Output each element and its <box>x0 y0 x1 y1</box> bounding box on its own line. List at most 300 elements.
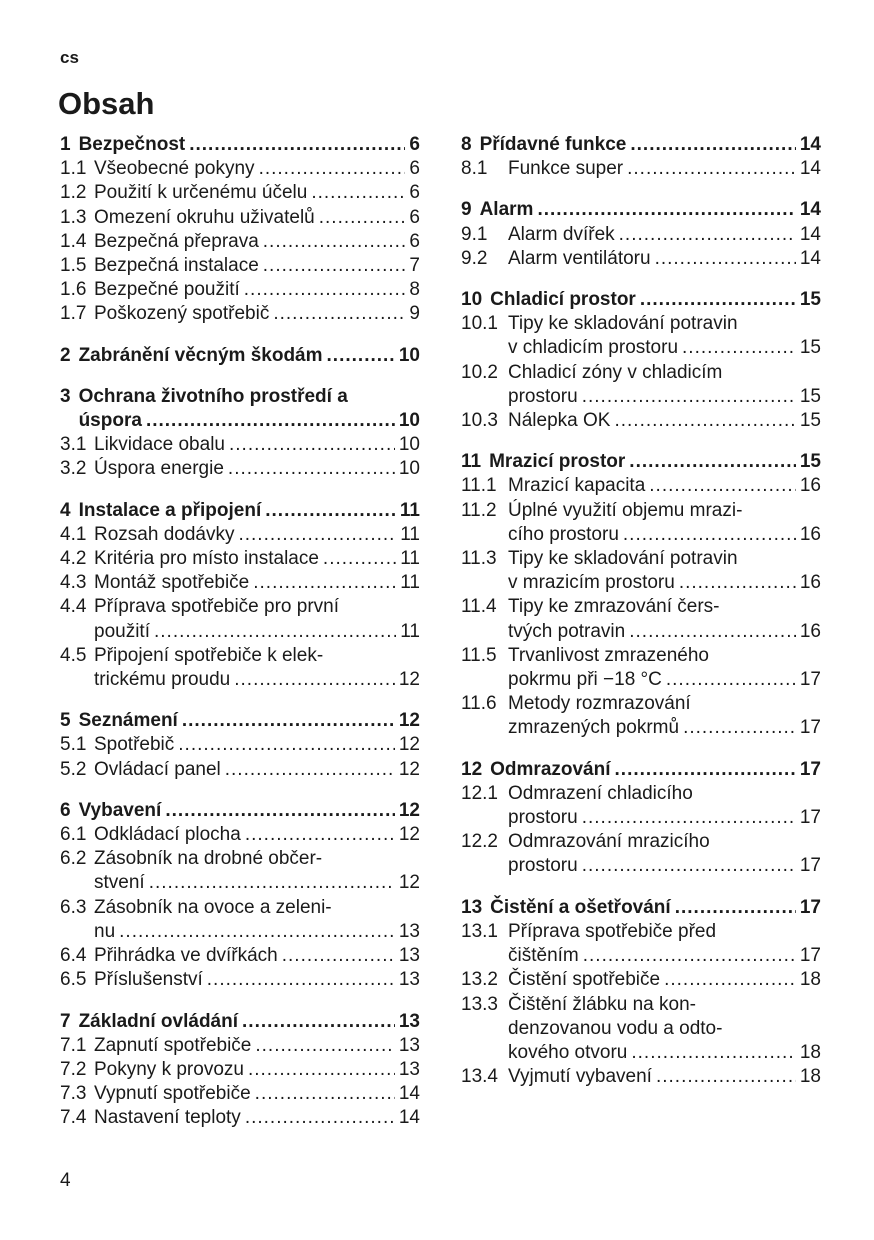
toc-title: Montáž spotřebiče <box>94 572 250 594</box>
toc-title: Odkládací plocha <box>94 824 241 846</box>
toc-title: kového otvoru <box>508 1041 628 1063</box>
toc-subentry[interactable] <box>60 302 420 326</box>
toc-page-number: 17 <box>799 945 821 967</box>
toc-page-number: 11 <box>400 572 420 594</box>
toc-page-number: 12 <box>398 669 420 691</box>
dot-leader <box>255 1082 395 1106</box>
dot-leader <box>629 620 796 644</box>
dot-leader <box>311 181 405 205</box>
toc-number: 1 <box>60 134 71 155</box>
toc-number: 7.4 <box>60 1107 87 1129</box>
toc-subentry[interactable] <box>461 474 821 498</box>
toc-number: 12 <box>461 758 483 780</box>
toc-chapter[interactable] <box>461 896 821 920</box>
toc-number: 11 <box>461 451 482 473</box>
toc-number: 12.2 <box>461 831 498 853</box>
toc-subentry[interactable] <box>461 968 821 992</box>
toc-page-number: 6 <box>409 230 420 252</box>
dot-leader <box>154 620 396 644</box>
toc-title: Instalace a připojení <box>78 499 262 521</box>
toc-number: 3.1 <box>60 434 87 456</box>
toc-subentry[interactable] <box>60 1082 420 1106</box>
toc-page-number: 17 <box>799 717 821 739</box>
toc-page-number: 14 <box>799 134 821 155</box>
toc-subentry[interactable] <box>60 1058 420 1082</box>
toc-title: Všeobecné pokyny <box>94 158 255 180</box>
toc-number: 3.2 <box>60 458 87 480</box>
toc-number: 7 <box>60 1010 71 1032</box>
toc-page-number: 14 <box>398 1083 420 1105</box>
toc-title: Nálepka OK <box>508 410 611 432</box>
dot-leader <box>189 133 405 157</box>
toc-section <box>60 385 420 482</box>
toc-number: 4.4 <box>60 596 87 618</box>
toc-number: 5.2 <box>60 758 87 780</box>
toc-subentry[interactable] <box>60 644 420 692</box>
toc-number: 11.5 <box>461 644 497 666</box>
dot-leader <box>149 871 395 895</box>
dot-leader <box>238 523 396 547</box>
toc-title: použití <box>94 620 150 642</box>
toc-title: Bezpečnost <box>78 134 186 155</box>
toc-number: 1.5 <box>60 255 87 277</box>
dot-leader <box>630 133 796 157</box>
toc-page-number: 16 <box>799 620 821 642</box>
toc-subentry[interactable] <box>461 499 821 547</box>
toc-number: 9.1 <box>461 223 488 245</box>
toc-number: 2 <box>60 344 71 366</box>
toc-section <box>461 288 821 433</box>
toc-page-number: 6 <box>409 182 420 204</box>
toc-page-number: 12 <box>398 758 420 780</box>
toc-page-number: 13 <box>398 1058 420 1080</box>
toc-number: 11.3 <box>461 548 497 570</box>
toc-section <box>461 198 821 271</box>
toc-subentry[interactable] <box>461 312 821 360</box>
toc-title: pokrmu při −18 °C <box>508 669 662 691</box>
toc-page-number: 8 <box>409 279 420 301</box>
toc-number: 4.5 <box>60 644 87 666</box>
toc-number: 13.2 <box>461 969 498 991</box>
toc-subentry[interactable] <box>461 1065 821 1089</box>
toc-number: 10.1 <box>461 313 498 335</box>
toc-number: 11.1 <box>461 475 497 497</box>
toc-title: Vypnutí spotřebiče <box>94 1083 251 1105</box>
dot-leader <box>656 1065 796 1089</box>
toc-page-number: 16 <box>799 523 821 545</box>
toc-page-number: 11 <box>399 499 420 521</box>
toc-title: úspora <box>78 410 142 432</box>
toc-subentry[interactable] <box>60 433 420 457</box>
toc-title: Zásobník na ovoce a zeleni- <box>94 896 332 918</box>
toc-title: Úspora energie <box>94 458 224 480</box>
toc-page-number: 17 <box>799 758 821 780</box>
toc-title: Chladicí zóny v chladicím <box>508 361 723 383</box>
toc-number: 10 <box>461 289 483 311</box>
toc-title: Metody rozmrazování <box>508 693 691 715</box>
toc-title: Ovládací panel <box>94 758 221 780</box>
toc-subentry[interactable] <box>60 254 420 278</box>
toc-title: Přihrádka ve dvířkách <box>94 945 278 967</box>
toc-page-number: 12 <box>398 872 420 894</box>
toc-title: Odmrazování <box>490 758 611 780</box>
toc-page-number: 11 <box>400 620 420 642</box>
toc-subentry[interactable] <box>60 278 420 302</box>
dot-leader <box>615 758 796 782</box>
toc-page-number: 12 <box>398 734 420 756</box>
toc-page-number: 15 <box>799 337 821 359</box>
dot-leader <box>242 1010 395 1034</box>
toc-page-number: 13 <box>398 1034 420 1056</box>
toc-subentry[interactable] <box>60 230 420 254</box>
toc-page-number: 15 <box>799 385 821 407</box>
toc-title: Mrazicí kapacita <box>508 475 646 497</box>
toc-page-number: 14 <box>398 1107 420 1129</box>
dot-leader <box>640 288 796 312</box>
dot-leader <box>245 823 395 847</box>
toc-title: Příprava spotřebiče před <box>508 920 717 942</box>
toc-page-number: 12 <box>398 824 420 846</box>
dot-leader <box>282 944 395 968</box>
toc-title: trickému proudu <box>94 669 231 691</box>
toc-number: 4.1 <box>60 523 87 545</box>
toc-title: Základní ovládání <box>78 1010 239 1032</box>
toc-subentry[interactable] <box>461 595 821 643</box>
toc-subentry[interactable] <box>461 993 821 1066</box>
toc-title: denzovanou vodu a odto- <box>508 1017 723 1039</box>
dot-leader <box>323 547 396 571</box>
toc-chapter[interactable] <box>461 198 821 222</box>
toc-number: 10.2 <box>461 361 498 383</box>
toc-subentry[interactable] <box>461 247 821 271</box>
toc-chapter[interactable] <box>461 758 821 782</box>
toc-subentry[interactable] <box>60 523 420 547</box>
toc-page-number: 17 <box>799 896 821 918</box>
toc-title: prostoru <box>508 385 578 407</box>
toc-section <box>461 450 821 740</box>
toc-page-number: 14 <box>799 247 821 269</box>
toc-number: 1.4 <box>60 230 87 252</box>
dot-leader <box>631 1041 796 1065</box>
toc-page-number: 15 <box>799 451 821 473</box>
toc-title: Likvidace obalu <box>94 434 225 456</box>
toc-title: Alarm dvířek <box>508 223 615 245</box>
toc-chapter[interactable] <box>60 1010 420 1034</box>
toc-number: 8 <box>461 134 472 155</box>
dot-leader <box>583 944 796 968</box>
toc-title: Ochrana životního prostředí a <box>78 385 348 407</box>
toc-title: Tipy ke zmrazování čers- <box>508 596 720 618</box>
toc-page-number: 13 <box>398 969 420 991</box>
toc-title: stvení <box>94 872 145 894</box>
toc-subentry[interactable] <box>461 782 821 830</box>
toc-number: 6.4 <box>60 945 87 967</box>
toc-title: Spotřebič <box>94 734 175 756</box>
toc-page-number: 13 <box>398 1010 420 1032</box>
toc-subentry[interactable] <box>461 644 821 692</box>
toc-subentry[interactable] <box>60 181 420 205</box>
dot-leader <box>679 571 796 595</box>
toc-section <box>60 1010 420 1131</box>
toc-title: Vybavení <box>78 799 162 821</box>
toc-chapter[interactable] <box>60 709 420 733</box>
dot-leader <box>537 198 795 222</box>
toc-number: 1.2 <box>60 182 87 204</box>
toc-subentry[interactable] <box>60 547 420 571</box>
toc-chapter[interactable] <box>461 450 821 474</box>
toc-subentry[interactable] <box>60 758 420 782</box>
toc-page-number: 18 <box>799 1041 821 1063</box>
page-title: Obsah <box>58 86 155 121</box>
language-code: cs <box>60 48 79 67</box>
dot-leader <box>629 450 796 474</box>
toc-number: 8.1 <box>461 158 488 180</box>
dot-leader <box>234 668 395 692</box>
dot-leader <box>182 709 395 733</box>
toc-subentry[interactable] <box>461 409 821 433</box>
toc-number: 11.6 <box>461 693 497 715</box>
toc-subentry[interactable] <box>60 457 420 481</box>
toc-page-number: 15 <box>799 289 821 311</box>
toc-title: čištěním <box>508 945 579 967</box>
dot-leader <box>165 799 395 823</box>
toc-number: 5 <box>60 710 71 732</box>
toc-chapter[interactable] <box>461 133 821 157</box>
toc-title: Tipy ke skladování potravin <box>508 313 738 335</box>
toc-page-number: 17 <box>799 807 821 829</box>
toc-chapter[interactable] <box>60 499 420 523</box>
toc-number: 9.2 <box>461 247 488 269</box>
toc-page-number: 18 <box>799 969 821 991</box>
toc-number: 6 <box>60 799 71 821</box>
toc-column-left <box>60 133 420 1148</box>
toc-title: v chladicím prostoru <box>508 337 679 359</box>
dot-leader <box>255 1034 394 1058</box>
toc-title: nu <box>94 920 116 942</box>
dot-leader <box>619 223 796 247</box>
dot-leader <box>253 571 396 595</box>
dot-leader <box>682 336 796 360</box>
toc-number: 6.5 <box>60 969 87 991</box>
toc-column-right <box>461 133 821 1106</box>
toc-number: 1.6 <box>60 279 87 301</box>
toc-number: 3 <box>60 385 71 407</box>
toc-page-number: 11 <box>400 548 420 570</box>
toc-page-number: 10 <box>398 410 420 432</box>
toc-title: Použití k určenému účelu <box>94 182 308 204</box>
toc-number: 4 <box>60 499 71 521</box>
toc-title: Poškozený spotřebič <box>94 303 270 325</box>
toc-section <box>60 709 420 782</box>
toc-page-number: 13 <box>398 945 420 967</box>
toc-number: 6.3 <box>60 896 87 918</box>
toc-page-number: 10 <box>398 458 420 480</box>
toc-page-number: 12 <box>398 799 420 821</box>
toc-number: 6.2 <box>60 848 87 870</box>
toc-page-number: 12 <box>398 710 420 732</box>
dot-leader <box>623 523 796 547</box>
toc-page-number: 17 <box>799 855 821 877</box>
toc-title: Vyjmutí vybavení <box>508 1066 652 1088</box>
dot-leader <box>225 758 395 782</box>
toc-subentry[interactable] <box>60 157 420 181</box>
toc-page-number: 6 <box>409 206 420 228</box>
toc-title: Čistění spotřebiče <box>508 969 661 991</box>
toc-number: 1.1 <box>60 158 87 180</box>
toc-number: 11.4 <box>461 596 497 618</box>
toc-title: prostoru <box>508 855 578 877</box>
toc-title: Alarm <box>479 199 534 221</box>
dot-leader <box>178 733 395 757</box>
dot-leader <box>207 968 395 992</box>
dot-leader <box>119 920 395 944</box>
dot-leader <box>683 716 796 740</box>
toc-page-number: 14 <box>799 199 821 221</box>
dot-leader <box>265 499 396 523</box>
toc-subentry[interactable] <box>461 547 821 595</box>
toc-number: 11.2 <box>461 499 497 521</box>
toc-subentry[interactable] <box>461 157 821 181</box>
toc-number: 13.1 <box>461 920 498 942</box>
toc-title: Čistění a ošetřování <box>490 896 671 918</box>
toc-number: 5.1 <box>60 734 87 756</box>
toc-title: Funkce super <box>508 158 624 180</box>
toc-title: Alarm ventilátoru <box>508 247 651 269</box>
toc-page-number: 13 <box>398 920 420 942</box>
toc-section <box>60 499 420 693</box>
toc-page-number: 9 <box>409 303 420 325</box>
toc-page-number: 11 <box>400 523 420 545</box>
toc-title: prostoru <box>508 807 578 829</box>
toc-chapter[interactable] <box>60 133 420 157</box>
toc-page-number: 18 <box>799 1066 821 1088</box>
toc-title: Rozsah dodávky <box>94 523 235 545</box>
toc-subentry[interactable] <box>60 896 420 944</box>
toc-page-number: 16 <box>799 572 821 594</box>
dot-leader <box>582 806 796 830</box>
toc-title: Příslušenství <box>94 969 203 991</box>
toc-number: 13.3 <box>461 993 498 1015</box>
toc-page-number: 15 <box>799 410 821 432</box>
toc-title: Zabránění věcným škodám <box>78 344 323 366</box>
toc-title: Mrazicí prostor <box>489 451 626 473</box>
toc-number: 6.1 <box>60 824 87 846</box>
toc-section <box>60 133 420 327</box>
toc-subentry[interactable] <box>60 1034 420 1058</box>
toc-number: 9 <box>461 199 472 221</box>
dot-leader <box>327 344 395 368</box>
toc-subentry[interactable] <box>60 847 420 895</box>
toc-number: 1.7 <box>60 303 87 325</box>
toc-subentry[interactable] <box>60 733 420 757</box>
toc-title: Odmrazení chladicího <box>508 782 693 804</box>
toc-page-number: 10 <box>398 344 420 366</box>
dot-leader <box>655 247 796 271</box>
toc-number: 4.3 <box>60 572 87 594</box>
toc-title: Omezení okruhu uživatelů <box>94 206 315 228</box>
toc-subentry[interactable] <box>461 223 821 247</box>
toc-title: Čištění žlábku na kon- <box>508 993 696 1015</box>
dot-leader <box>244 278 406 302</box>
dot-leader <box>146 409 395 433</box>
toc-title: Trvanlivost zmrazeného <box>508 644 709 666</box>
toc-subentry[interactable] <box>60 1106 420 1130</box>
toc-title: Bezpečná přeprava <box>94 230 259 252</box>
toc-title: Přídavné funkce <box>479 134 627 155</box>
toc-section <box>461 133 821 181</box>
toc-title: cího prostoru <box>508 523 619 545</box>
dot-leader <box>245 1106 395 1130</box>
toc-number: 4.2 <box>60 548 87 570</box>
toc-page-number: 14 <box>799 223 821 245</box>
toc-page-number: 17 <box>799 669 821 691</box>
toc-number: 13 <box>461 896 483 918</box>
toc-subentry[interactable] <box>60 944 420 968</box>
toc-subentry[interactable] <box>60 595 420 643</box>
toc-title: Bezpečná instalace <box>94 255 259 277</box>
dot-leader <box>263 254 406 278</box>
toc-page-number: 6 <box>409 158 420 180</box>
dot-leader <box>273 302 405 326</box>
toc-section <box>461 758 821 879</box>
dot-leader <box>675 896 796 920</box>
toc-subentry[interactable] <box>60 823 420 847</box>
dot-leader <box>263 230 406 254</box>
toc-subentry[interactable] <box>461 920 821 968</box>
dot-leader <box>582 854 796 878</box>
toc-title: Bezpečné použití <box>94 279 240 301</box>
toc-subentry[interactable] <box>461 830 821 878</box>
dot-leader <box>229 433 395 457</box>
toc-title: Tipy ke skladování potravin <box>508 548 738 570</box>
toc-number: 12.1 <box>461 782 498 804</box>
toc-chapter[interactable] <box>60 344 420 368</box>
toc-title: Pokyny k provozu <box>94 1058 244 1080</box>
dot-leader <box>582 385 796 409</box>
toc-subentry[interactable] <box>60 571 420 595</box>
toc-section <box>60 799 420 993</box>
toc-subentry[interactable] <box>461 692 821 740</box>
toc-page-number: 6 <box>409 134 420 155</box>
dot-leader <box>319 206 406 230</box>
toc-title: tvých potravin <box>508 620 626 642</box>
dot-leader <box>614 409 795 433</box>
toc-page-number: 7 <box>409 255 420 277</box>
dot-leader <box>627 157 796 181</box>
toc-number: 7.2 <box>60 1058 87 1080</box>
toc-title: Odmrazování mrazicího <box>508 831 710 853</box>
dot-leader <box>664 968 796 992</box>
toc-section <box>60 344 420 368</box>
toc-title: Chladicí prostor <box>490 289 636 311</box>
toc-page-number: 10 <box>398 434 420 456</box>
toc-chapter[interactable] <box>461 288 821 312</box>
toc-number: 13.4 <box>461 1066 498 1088</box>
toc-number: 10.3 <box>461 410 498 432</box>
toc-chapter[interactable] <box>60 799 420 823</box>
dot-leader <box>666 668 796 692</box>
toc-subentry[interactable] <box>461 361 821 409</box>
toc-section <box>461 896 821 1090</box>
toc-chapter[interactable] <box>60 385 420 433</box>
dot-leader <box>248 1058 395 1082</box>
toc-number: 7.1 <box>60 1034 87 1056</box>
toc-subentry[interactable] <box>60 968 420 992</box>
toc-title: v mrazicím prostoru <box>508 572 675 594</box>
toc-subentry[interactable] <box>60 206 420 230</box>
dot-leader <box>228 457 395 481</box>
toc-title: Zásobník na drobné občer- <box>94 848 323 870</box>
